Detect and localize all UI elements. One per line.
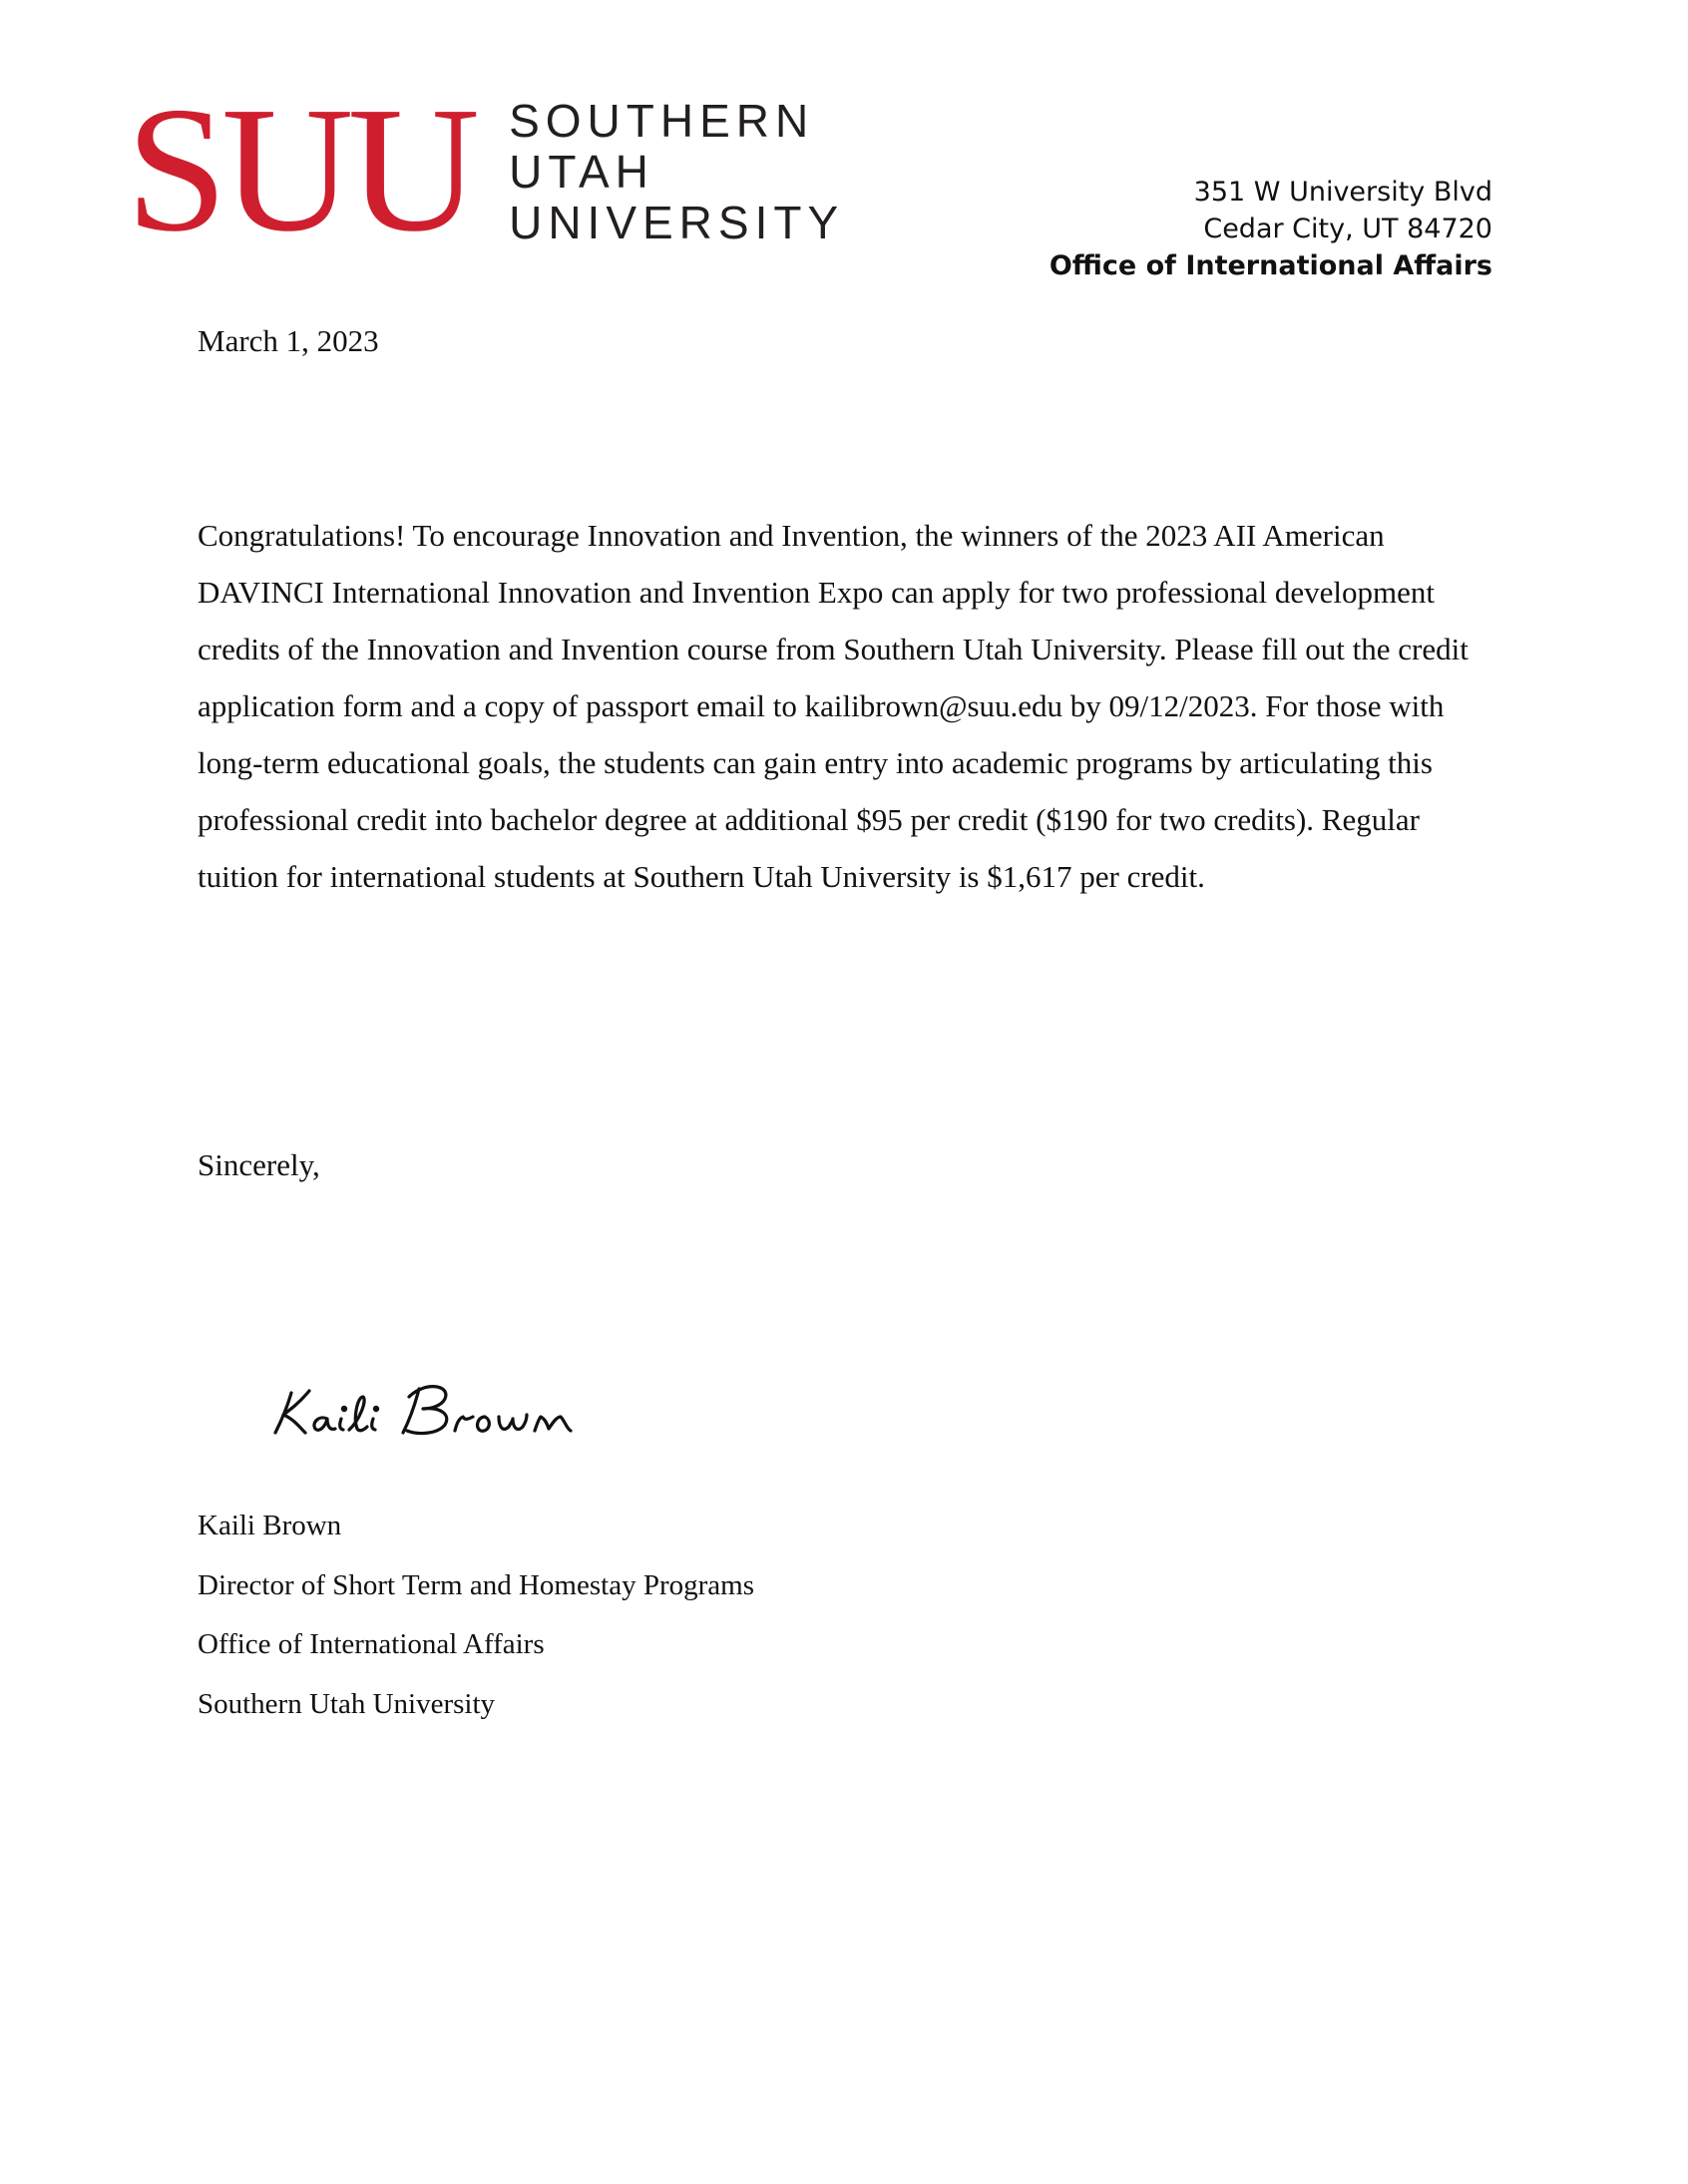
letter-date: March 1, 2023: [198, 323, 379, 358]
signer-block: [198, 1497, 754, 1734]
signer-office: Office of International Affairs: [198, 1628, 545, 1660]
address-city: Cedar City, UT 84720: [1203, 214, 1492, 244]
logo-word-utah: UTAH: [509, 146, 654, 198]
letter-body: Congratulations! To encourage Innovation and Invention, the winners of the 2023 AII American DAVINCI International Innovation and Invention Expo can apply for two professional development credits of the Innovation and Invention course from Southern Utah University. Please fill out the credit application form and a copy of passport email to kailibrown@suu.edu by 09/12/2023. For those with long-term educational goals, the students can gain entry into academic programs by articulating this professional credit into bachelor degree at additional $95 per credit ($190 for two credits). Regular tuition for international students at Southern Utah University is $1,617 per credit.: [198, 518, 1469, 894]
logo-word-university: UNIVERSITY: [509, 197, 845, 248]
handwritten-signature: [269, 1375, 609, 1450]
signer-title: Director of Short Term and Homestay Programs: [198, 1568, 754, 1601]
address-street: 351 W University Blvd: [1193, 177, 1492, 208]
signer-name: Kaili Brown: [198, 1510, 342, 1541]
letterhead-address: [1050, 174, 1492, 284]
logo-wordmark: [509, 96, 844, 248]
signer-institution: Southern Utah University: [198, 1687, 496, 1720]
logo-mark: SUU: [126, 70, 474, 268]
letter-closing: Sincerely,: [198, 1147, 320, 1182]
logo-word-southern: SOUTHERN: [509, 95, 815, 147]
address-office: Office of International Affairs: [1049, 250, 1492, 281]
suu-logo: [126, 70, 845, 268]
